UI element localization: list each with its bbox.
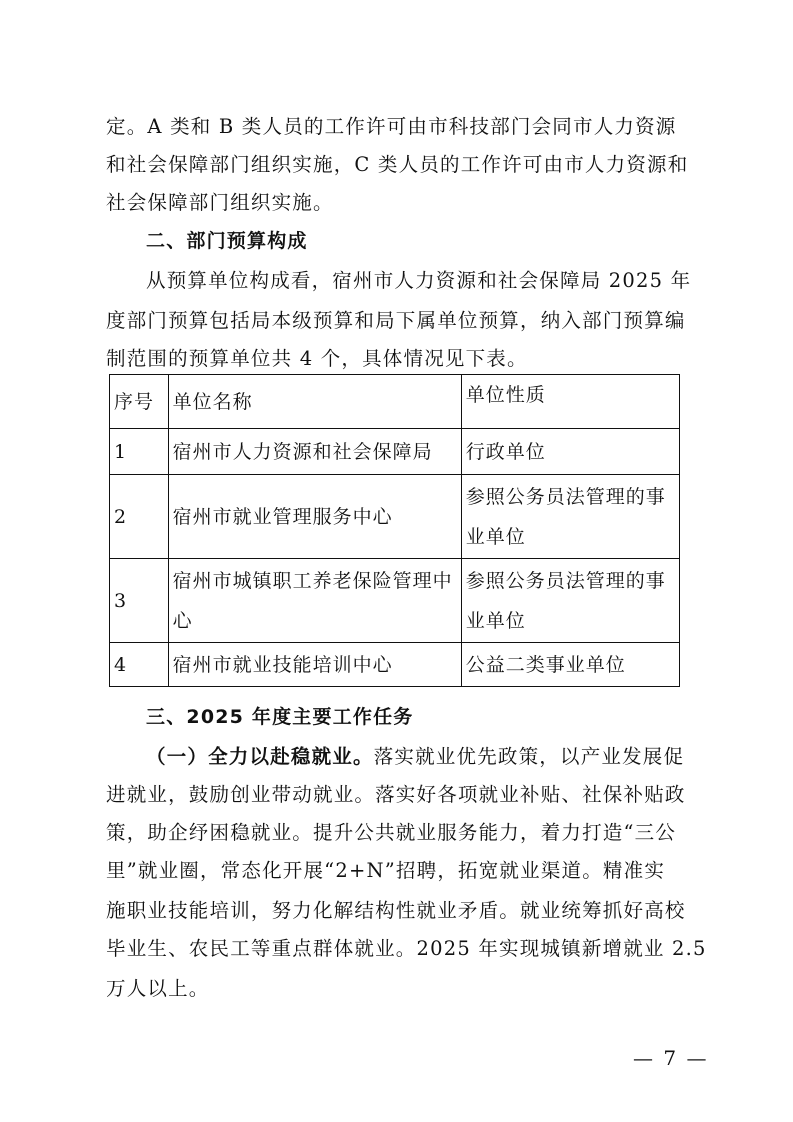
paragraph-line: 进就业，鼓励创业带动就业。落实好各项就业补贴、社保补贴政 <box>106 783 686 806</box>
table-row <box>110 429 680 475</box>
paragraph-line: 施职业技能培训，努力化解结构性就业矛盾。就业统筹抓好高校 <box>106 899 686 922</box>
paragraph-line <box>106 738 736 776</box>
paragraph-line: 和社会保障部门组织实施，C 类人员的工作许可由市人力资源和 <box>106 153 689 176</box>
paragraph-line: 制范围的预算单位共 4 个，具体情况见下表。 <box>106 347 528 370</box>
table-row <box>110 475 680 559</box>
table-cell-no: 4 <box>110 643 169 687</box>
table-cell-nature: 参照公务员法管理的事业单位 <box>461 559 679 643</box>
paragraph-line: 万人以上。 <box>106 977 210 1000</box>
table-cell-nature: 公益二类事业单位 <box>461 643 679 687</box>
table-cell-no: 2 <box>110 475 169 559</box>
paragraph-line: 策，助企纾困稳就业。提升公共就业服务能力，着力打造“三公 <box>106 821 677 844</box>
table-cell-no: 3 <box>110 559 169 643</box>
table-cell-nature: 参照公务员法管理的事业单位 <box>461 475 679 559</box>
section-heading: 二、部门预算构成 <box>146 230 308 252</box>
page-number: — 7 — <box>633 1046 709 1070</box>
item-lead: （一）全力以赴稳就业。 <box>146 745 374 768</box>
table-cell-nature: 行政单位 <box>461 429 679 475</box>
table-header-cell: 单位性质 <box>461 375 679 429</box>
table-header-cell: 序号 <box>110 375 169 429</box>
paragraph-line: 从预算单位构成看，宿州市人力资源和社会保障局 2025 年 <box>146 269 692 292</box>
paragraph-line: 度部门预算包括局本级预算和局下属单位预算，纳入部门预算编 <box>106 309 686 332</box>
budget-units-table <box>109 374 680 687</box>
table-cell-name: 宿州市就业技能培训中心 <box>168 643 461 687</box>
table-cell-no: 1 <box>110 429 169 475</box>
section-heading: 三、2025 年度主要工作任务 <box>146 706 414 728</box>
item-text: 落实就业优先政策，以产业发展促 <box>373 745 685 768</box>
table-header-cell: 单位名称 <box>168 375 461 429</box>
paragraph-line: 社会保障部门组织实施。 <box>106 191 334 214</box>
table-cell-name: 宿州市城镇职工养老保险管理中心 <box>168 559 461 643</box>
table-row <box>110 643 680 687</box>
table-cell-name: 宿州市人力资源和社会保障局 <box>168 429 461 475</box>
table-row <box>110 559 680 643</box>
table-header-row <box>110 375 680 429</box>
paragraph-line: 定。A 类和 B 类人员的工作许可由市科技部门会同市人力资源 <box>106 115 677 138</box>
table-cell-name: 宿州市就业管理服务中心 <box>168 475 461 559</box>
paragraph-line: 里”就业圈，常态化开展“2+N”招聘，拓宽就业渠道。精准实 <box>106 859 666 882</box>
paragraph-line: 毕业生、农民工等重点群体就业。2025 年实现城镇新增就业 2.5 <box>106 937 707 960</box>
